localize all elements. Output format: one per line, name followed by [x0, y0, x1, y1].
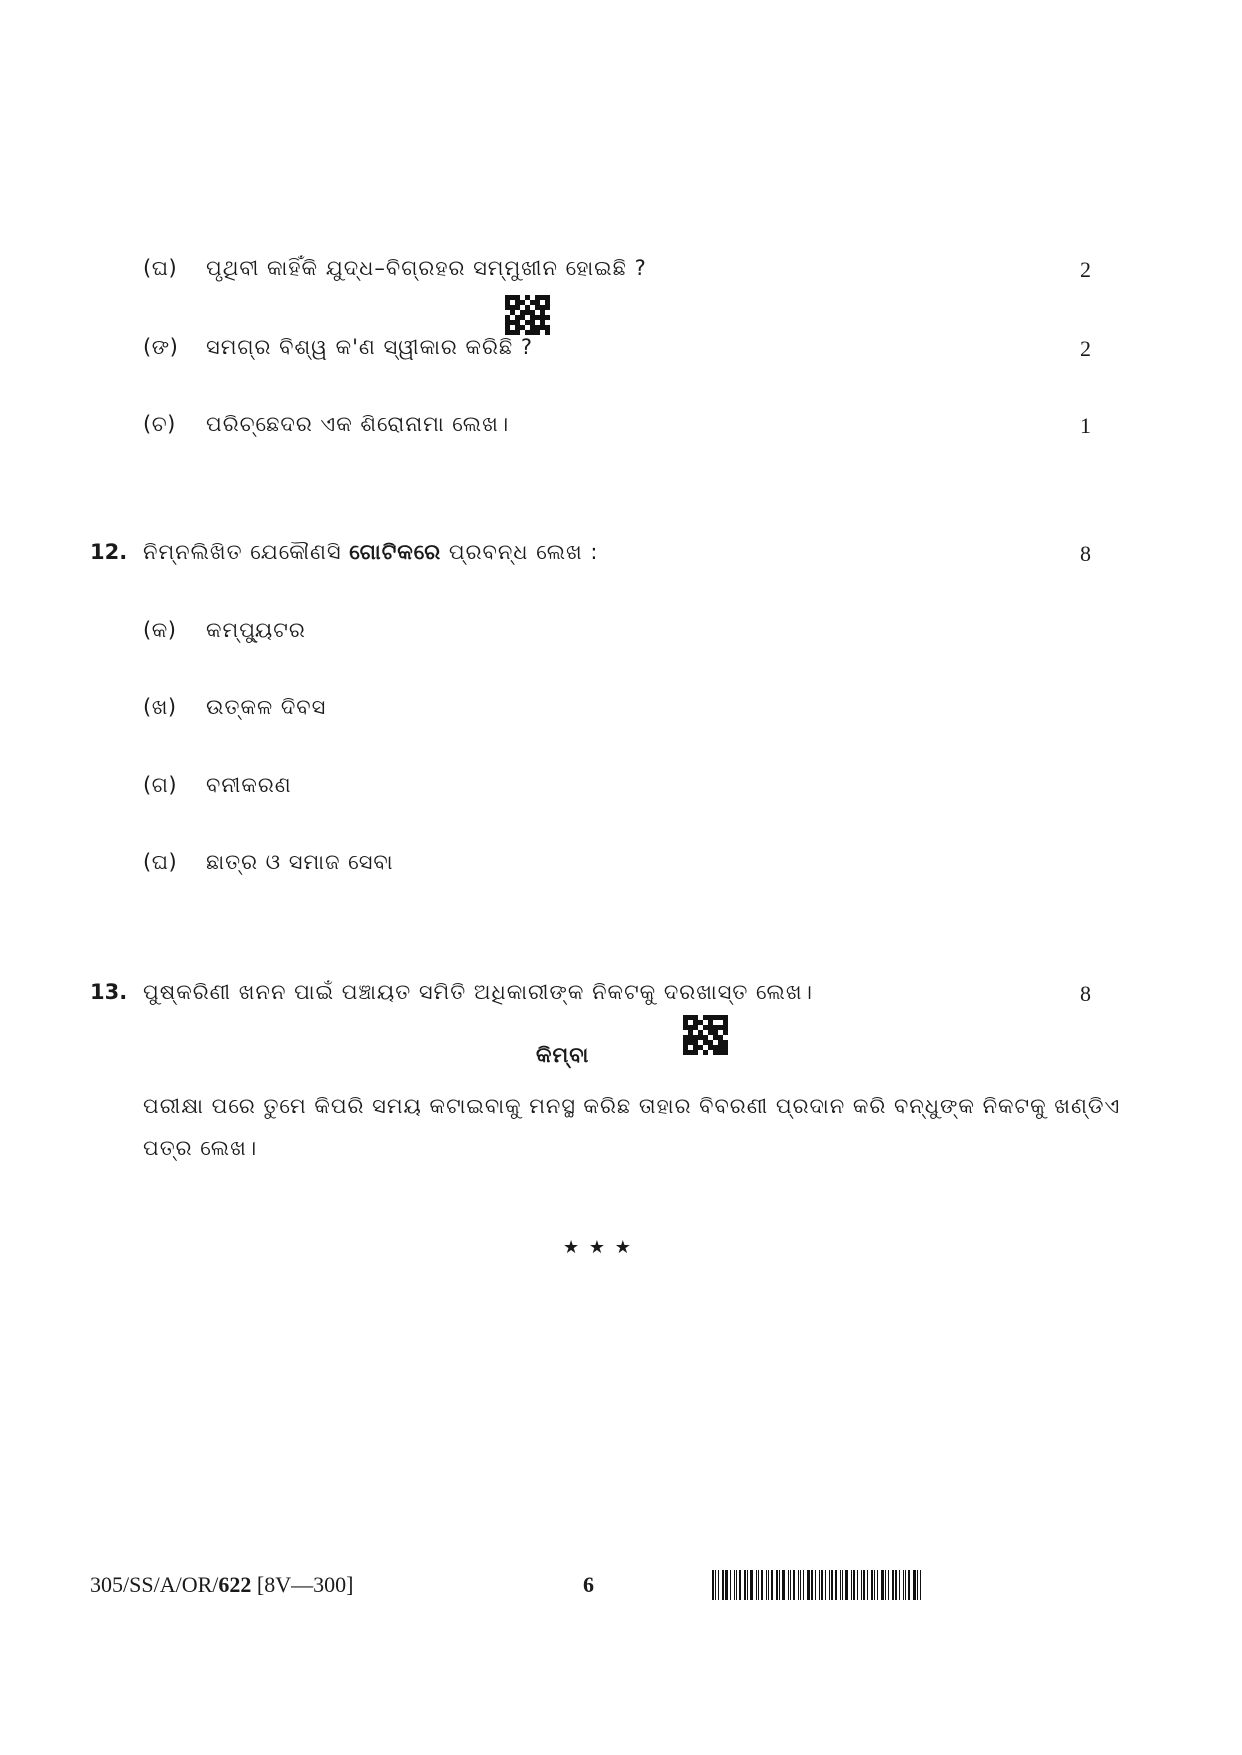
option-label: (ଘ): [143, 850, 178, 874]
option-label: (କ): [143, 618, 177, 642]
or-label: କିମ୍ବା: [536, 1043, 590, 1067]
option-text: ଛାତ୍ର ଓ ସମାଜ ସେବା: [206, 850, 394, 874]
qr-code: [505, 295, 550, 335]
question-text-part: ପ୍ରବନ୍ଧ ଲେଖ :: [441, 540, 599, 564]
option-label: (ଖ): [143, 695, 177, 719]
option-text: ଉତ୍କଳ ଦିବସ: [206, 695, 327, 719]
option-text: କମ୍ପ୍ୟୁଟର: [206, 618, 306, 642]
paper-code-suffix: [8V—300]: [251, 1572, 354, 1597]
item-label: (ଙ): [143, 335, 179, 359]
question-text-emphasis: ଗୋଟିକରେ: [349, 540, 442, 564]
item-text: ପରିଚ୍ଛେଦର ଏକ ଶିରୋନାମା ଲେଖ।: [206, 412, 510, 436]
marks: 2: [1080, 336, 1091, 361]
alternative-text-line: ପତ୍ର ଲେଖ।: [143, 1136, 258, 1160]
marks: 8: [1080, 981, 1091, 1006]
item-text: ପୃଥିବୀ କାହିଁକି ଯୁଦ୍ଧ–ବିଗ୍ରହର ସମ୍ମୁଖୀନ ହୋଇଛି ?: [206, 256, 647, 280]
question-text: ପୁଷ୍କରିଣୀ ଖନନ ପାଇଁ ପଞ୍ଚାୟତ ସମିତି ଅଧିକାରୀଙ୍କ ନିକଟକୁ ଦରଖାସ୍ତ ଲେଖ।: [143, 980, 813, 1004]
question-number: 12.: [90, 540, 128, 564]
option-text: ବନୀକରଣ: [206, 773, 292, 797]
qr-code: [683, 1015, 728, 1055]
question-number: 13.: [90, 980, 128, 1004]
item-label: (ଚ): [143, 412, 176, 436]
end-of-paper-marker: ★ ★ ★: [563, 1237, 633, 1258]
paper-code-prefix: 305/SS/A/OR/: [90, 1572, 219, 1597]
marks: 1: [1080, 413, 1091, 438]
marks: 2: [1080, 257, 1091, 282]
marks: 8: [1080, 541, 1091, 566]
item-text: ସମଗ୍ର ବିଶ୍ୱ କ'ଣ ସ୍ୱୀକାର କରିଛି ?: [206, 335, 534, 359]
paper-code: [90, 1572, 353, 1598]
question-text: [143, 540, 598, 565]
alternative-text-line: ପରୀକ୍ଷା ପରେ ତୁମେ କିପରି ସମୟ କଟାଇବାକୁ ମନସ୍ଥ କରିଛ ତାହାର ବିବରଣୀ ପ୍ରଦାନ କରି ବନ୍ଧୁଙ୍କ ନିକଟକୁ ଖଣ୍ଡିଏ: [143, 1094, 1121, 1118]
option-label: (ଗ): [143, 773, 178, 797]
paper-code-number: 622: [218, 1572, 252, 1597]
question-text-part: ନିମ୍ନଲିଖିତ ଯେକୌଣସି: [143, 540, 350, 564]
page-number: 6: [583, 1572, 594, 1597]
item-label: (ଘ): [143, 256, 178, 280]
barcode: [712, 1570, 994, 1600]
